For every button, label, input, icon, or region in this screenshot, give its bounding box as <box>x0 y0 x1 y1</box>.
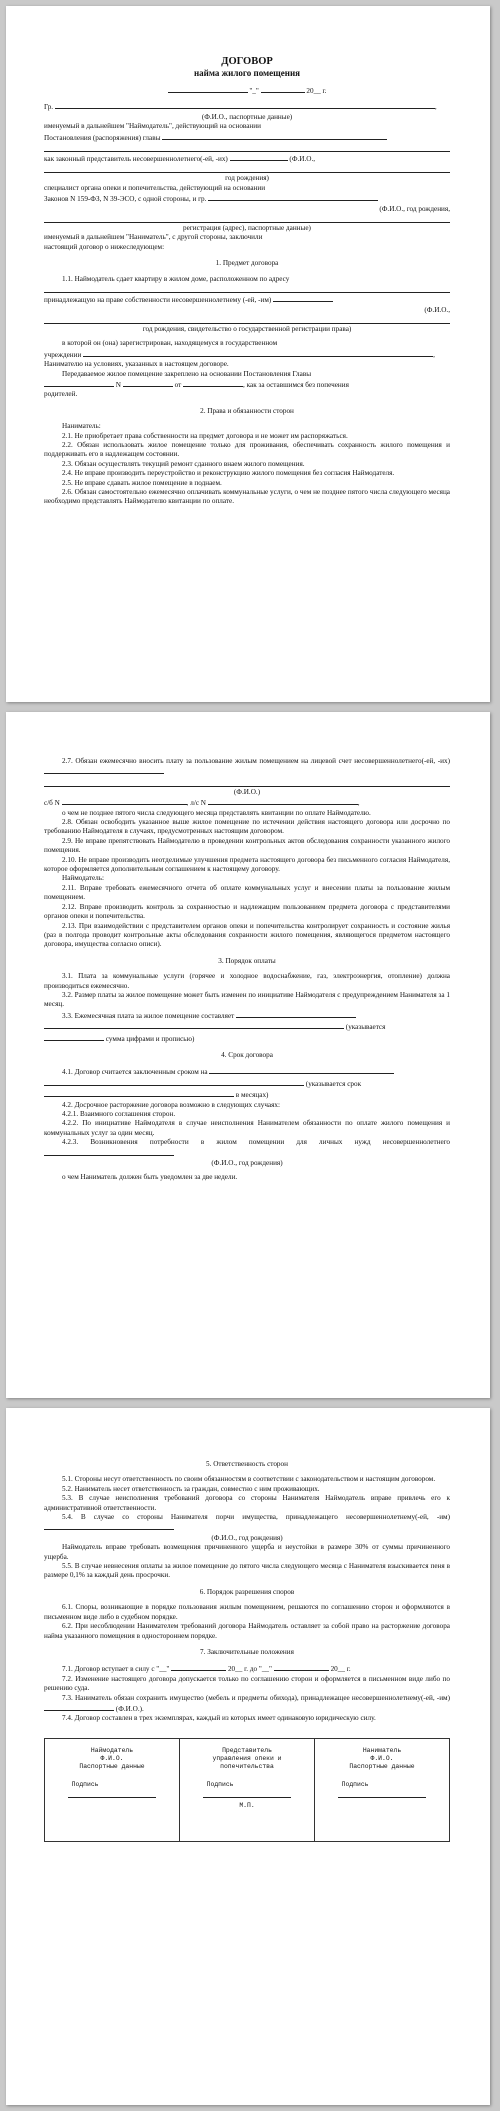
document-subtitle: найма жилого помещения <box>193 68 301 78</box>
signature-block-tenant: Наниматель Ф.И.О. Паспортные данные Подпись <box>315 1738 450 1841</box>
section-7-title: 7. Заключительные положения <box>200 1647 294 1656</box>
section-6-title: 6. Порядок разрешения споров <box>199 1587 295 1596</box>
signature-block-landlord: Наймодатель Ф.И.О. Паспортные данные Подпись <box>45 1738 180 1841</box>
section-4-title: 4. Срок договора <box>221 1050 273 1059</box>
stamp-place: М.П. <box>239 1801 255 1809</box>
hint-fio-passport: (Ф.И.О., паспортные данные) <box>201 112 293 121</box>
section-3-title: 3. Порядок оплаты <box>218 956 276 965</box>
contract-date: "_" 20__ г. <box>44 85 450 96</box>
city-line: Гр. , <box>44 103 437 112</box>
document-title: ДОГОВОР <box>221 56 273 67</box>
signature-line <box>338 1791 426 1798</box>
document-page-3 <box>6 1408 490 2105</box>
section-2-title: 2. Права и обязанности сторон <box>200 406 294 415</box>
section-1-title: 1. Предмет договора <box>215 259 279 268</box>
page-3-content: 5. Ответственность сторон 5.1. Стороны несут ответственность по своим обязанностям в соответствии с законодательством и настоящим договором. 5.2. Наниматель несет ответственность за граждан, совместно с ним проживающих. 5.3. В случае неисполнения требований договора со стороны Нанимателя Наймодатель вправе привлечь его к административной ответственности. 5.4. В случае со стороны Нанимателя порчи имущества, принадлежащего несовершеннолетнему(-ей, -им) (Ф.И.О., год рождения) Наймодатель вправе требовать возмещения причиненного ущерба и неустойки в размере 30% от суммы причиненного ущерба. 5.5. В случае невнесения оплаты за жилое помещение до пятого числа следующего месяца с Нанимателя взыскивается пеня в размере 0,1% за каждый день просрочки. 6. Порядок разрешения споров 6.1. Споры, возникающие в порядке пользования жилым помещением, решаются по соглашению сторон и оформляются в письменном виде либо в судебном порядке. 6.2. При несоблюдении Нанимателем требований договора Наймодатель оставляет за собой право на расторжение договора найма указанного помещения в одностороннем порядке. 7. Заключительные положения 7.1. Договор вступает в силу с "__" 20__ г. до "__" 20__ г. 7.2. Изменение настоящего договора допускается только по соглашению сторон и оформляется в письменном виде либо по решению суда. 7.3. Наниматель обязан сохранить имущество (мебель и предметы обихода), принадлежащее несовершеннолетнему(-ей, -им) (Ф.И.О.). 7.4. Договор составлен в трех экземплярах, каждый из которых имеет одинаковую юридическую силу. Наймодатель Ф.И.О. Паспортные данные Подпись Представитель управления опеки и попечительства Подпись М.П. Наниматель Ф.И.О. Паспортные данные Подпись <box>44 1453 450 1842</box>
section-5-title: 5. Ответственность сторон <box>206 1460 288 1468</box>
page-1-content: ДОГОВОР найма жилого помещения "_" 20__ г. Гр. , (Ф.И.О., паспортные данные) именуемый в дальнейшем "Наймодатель", действующий на основании Постановления (распоряжения) главы как законный представитель несовершеннолетнего(-ей, -их) (Ф.И.О., год рождения) специалист органа опеки и попечительства, действующий на основании Законов N 159-ФЗ, N 39-ЭСО, с одной стороны, и гр. (Ф.И.О., год рождения, регистрация (адрес), паспортные данные) именуемый в дальнейшем "Наниматель", с другой стороны, заключили настоящий договор о нижеследующем: 1. Предмет договора 1.1. Наймодатель сдает квартиру в жилом доме, расположенном по адресу принадлежащую на праве собственности несовершеннолетнему (-ей, -им) (Ф.И.О., год рождения, свидетельство о государственной регистрации права) в которой он (она) зарегистрирован, находящемуся в государственном учреждении , Нанимателю на условиях, указанных в настоящем договоре. Передаваемое жилое помещение закреплено на основании Постановления Главы N от , как за оставшимся без попечения родителей. 2. Права и обязанности сторон Наниматель: 2.1. Не приобретает права собственности на предмет договора и не может им распоряжаться. 2.2. Обязан использовать жилое помещение только для проживания, обеспечивать сохранность жилого помещения и поддерживать его в надлежащем состоянии. 2.3. Обязан осуществлять текущий ремонт сданного внаем жилого помещения. 2.4. Не вправе производить переустройство и реконструкцию жилого помещения без согласия Наймодателя. 2.5. Не вправе сдавать жилое помещение в поднаем. 2.6. Обязан самостоятельно ежемесячно оплачивать коммунальные услуги, о чем не позднее пятого числа следующего месяца необходимо представлять Наймодателю квитанции по оплате. <box>44 56 450 506</box>
page-2-content: 2.7. Обязан ежемесячно вносить плату за пользование жилым помещением на лицевой счет несовершеннолетнего(-ей, -их) (Ф.И.О.) с/б N , л/с N , о чем не позднее пятого числа следующего месяца представлять квитанции по оплате Наймодателю. 2.8. Обязан освободить указанное выше жилое помещение по истечении действия настоящего договора или досрочно по требованию Наймодателя в случаях, предусмотренных настоящим договором. 2.9. Не вправе препятствовать Наймодателю в проведении контрольных актов обследования сохранности указанного жилого помещения. 2.10. Не вправе производить неотделимые улучшения предмета настоящего договора без письменного согласия Наймодателя, которое оформляется дополнительным соглашением к настоящему договору. Наймодатель: 2.11. Вправе требовать ежемесячного отчета об оплате коммунальных услуг и внесении платы за пользование жилым помещением. 2.12. Вправе производить контроль за сохранностью и надлежащим пользованием предмета договора с представителями органов опеки и попечительства. 2.13. При взаимодействии с представителем органов опеки и попечительства контролирует сохранность и состояние жилья (раз в полгода проводит контрольные акты обследования сохранности жилого помещения, являющегося предметом настоящего договора, имущества согласно описи). 3. Порядок оплаты 3.1. Плата за коммунальные услуги (горячее и холодное водоснабжение, газ, электроэнергия, отопление) должна производиться ежемесячно. 3.2. Размер платы за жилое помещение может быть изменен по инициативе Наймодателя с предупреждением Нанимателя за 1 месяц. 3.3. Ежемесячная плата за жилое помещение составляет (указывается сумма цифрами и прописью) 4. Срок договора 4.1. Договор считается заключенным сроком на (указывается срок в месяцах) 4.2. Досрочное расторжение договора возможно в следующих случаях: 4.2.1. Взаимного соглашения сторон. 4.2.2. По инициативе Наймодателя в случае неисполнения Нанимателем обязанности по оплате жилого помещения и коммунальных услуг за один месяц. 4.2.3. Возникновения потребности в жилом помещении для личных нужд несовершеннолетнего (Ф.И.О., год рождения) о чем Наниматель должен быть уведомлен за две недели. <box>44 757 450 1182</box>
signature-line <box>68 1791 156 1798</box>
document-page-2 <box>6 712 490 1398</box>
document-page-1 <box>6 6 490 702</box>
signature-block-guardianship: Представитель управления опеки и попечительства Подпись М.П. <box>180 1738 315 1841</box>
signature-table <box>44 1738 450 1842</box>
signature-line <box>203 1791 291 1798</box>
